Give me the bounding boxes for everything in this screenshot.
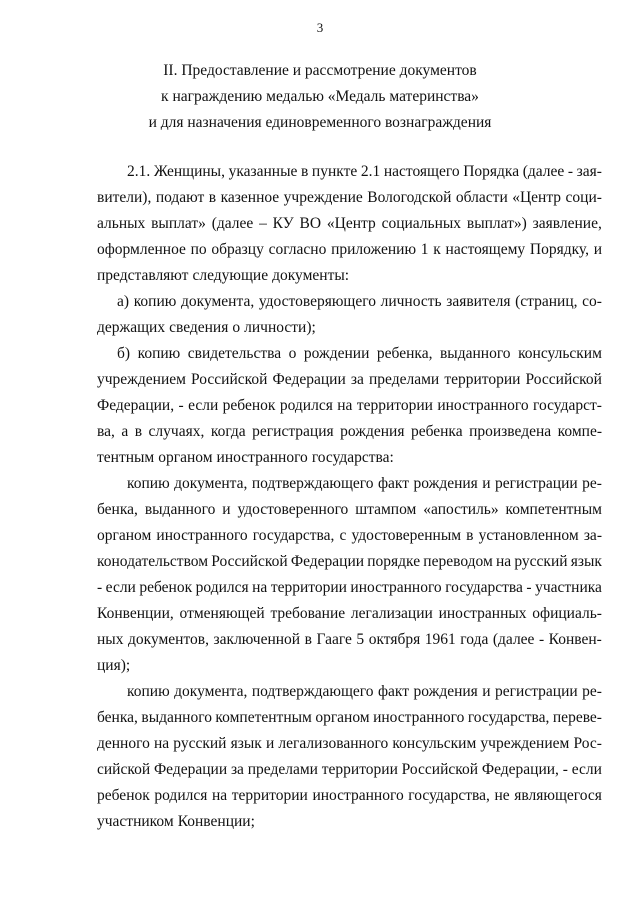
text-line: учреждением Российской Федерации за пределами территории Российской bbox=[97, 371, 602, 388]
text-line: бенка, выданного и удостоверенного штампом «апостиль» компетентным bbox=[97, 501, 602, 518]
text-line: ция); bbox=[97, 657, 131, 674]
text-line: копию документа, подтверждающего факт рождения и регистрации ре- bbox=[127, 683, 602, 700]
section-title-line: и для назначения единовременного вознаграждения bbox=[148, 114, 492, 131]
text-line: - если ребенок родился на территории иностранного государства - участника bbox=[97, 579, 602, 596]
text-line: участником Конвенции; bbox=[97, 813, 255, 830]
page-number: 3 bbox=[316, 20, 324, 35]
section-title-line: II. Предоставление и рассмотрение документов bbox=[163, 62, 477, 79]
text-line: держащих сведения о личности); bbox=[97, 319, 316, 336]
text-line: тентным органом иностранного государства: bbox=[97, 449, 394, 466]
text-line: копию документа, подтверждающего факт рождения и регистрации ре- bbox=[127, 475, 602, 492]
text-line: конодательством Российской Федерации порядке переводом на русский язык bbox=[97, 553, 602, 570]
text-line: Конвенции, отменяющей требование легализации иностранных официаль- bbox=[97, 605, 602, 622]
text-line: ребенок родился на территории иностранного государства, не являющегося bbox=[97, 787, 602, 804]
paragraph bbox=[97, 341, 602, 471]
text-line: денного на русский язык и легализованного консульским учреждением Рос- bbox=[97, 735, 602, 752]
text-line: вители), подают в казенное учреждение Вологодской области «Центр соци- bbox=[97, 189, 602, 206]
text-line: представляют следующие документы: bbox=[97, 267, 350, 284]
section-title bbox=[0, 58, 640, 136]
text-line: Федерации, - если ребенок родился на территории иностранного государст- bbox=[97, 397, 602, 414]
text-line: оформленное по образцу согласно приложению 1 к настоящему Порядку, и bbox=[97, 241, 602, 258]
text-line: сийской Федерации за пределами территории Российской Федерации, - если bbox=[97, 761, 602, 778]
section-title-line: к награждению медалью «Медаль материнства» bbox=[161, 88, 479, 105]
paragraph bbox=[97, 289, 602, 341]
paragraph bbox=[97, 679, 602, 835]
text-line: органом иностранного государства, с удостоверенным в установленном за- bbox=[97, 527, 602, 544]
document-body bbox=[97, 159, 602, 835]
text-line: альных выплат» (далее – КУ ВО «Центр социальных выплат») заявление, bbox=[97, 215, 602, 232]
text-line: ных документов, заключенной в Гааге 5 октября 1961 года (далее - Конвен- bbox=[97, 631, 602, 648]
text-line: б) копию свидетельства о рождении ребенка, выданного консульским bbox=[117, 345, 602, 362]
text-line: 2.1. Женщины, указанные в пункте 2.1 настоящего Порядка (далее - зая- bbox=[127, 163, 602, 180]
paragraph bbox=[97, 159, 602, 289]
paragraph bbox=[97, 471, 602, 679]
text-line: бенка, выданного компетентным органом иностранного государства, переве- bbox=[97, 709, 602, 726]
text-line: а) копию документа, удостоверяющего личность заявителя (страниц, со- bbox=[117, 293, 602, 310]
text-line: ва, а в случаях, когда регистрация рождения ребенка произведена компе- bbox=[97, 423, 602, 440]
